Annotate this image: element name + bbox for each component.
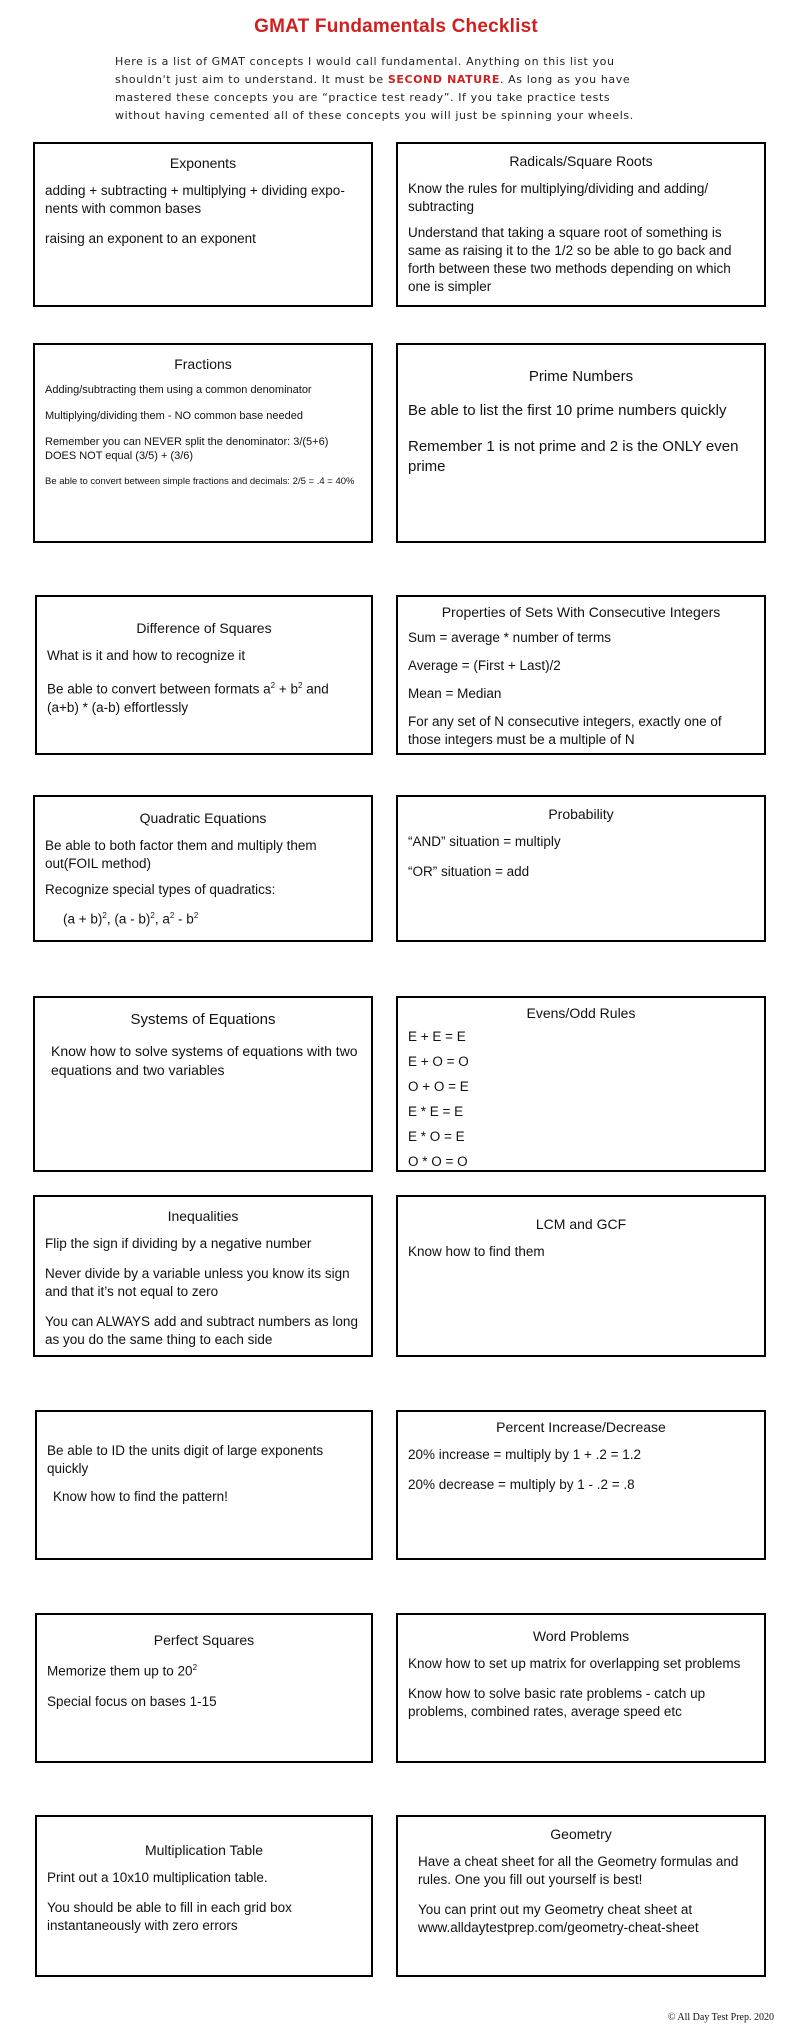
card-multiplication-table — [35, 1815, 373, 1977]
copyright-footer: © All Day Test Prep. 2020 — [667, 2012, 774, 2023]
superscript: 2 — [298, 681, 303, 690]
card-line: You should be able to fill in each grid box instantaneously with zero errors — [47, 1900, 292, 1933]
card-line: Mean = Median — [408, 686, 502, 701]
card-line: Know how to set up matrix for overlapping set problems — [408, 1656, 741, 1671]
card-line: E * O = E — [408, 1129, 465, 1144]
text-fragment: Memorize them up to 20 — [47, 1663, 193, 1679]
card-title: Evens/Odd Rules — [526, 1005, 636, 1021]
superscript: 2 — [193, 911, 199, 920]
text-fragment: , (a - b) — [106, 911, 151, 927]
card-line: Know how to find them — [408, 1244, 545, 1259]
page-title: GMAT Fundamentals Checklist — [254, 16, 538, 37]
card-line: Average = (First + Last)/2 — [408, 658, 561, 673]
card-title: Fractions — [174, 356, 232, 372]
card-line: Understand that taking a square root of something is same as raising it to the 1/2 so be able to go back and forth between these two methods depending on which one is simpler — [408, 225, 732, 294]
card-title: Prime Numbers — [528, 368, 634, 385]
card-title: Perfect Squares — [153, 1632, 255, 1648]
card-line — [45, 907, 361, 929]
card-line: You can ALWAYS add and subtract numbers as long as you do the same thing to each side — [45, 1314, 358, 1347]
card-line: Be able to both factor them and multiply them out(FOIL method) — [45, 838, 317, 871]
card-systems-of-equations — [33, 996, 373, 1172]
card-line: Sum = average * number of terms — [408, 630, 611, 645]
superscript: 2 — [270, 681, 276, 690]
card-line: O * O = O — [408, 1154, 468, 1169]
text-fragment: (a + b) — [63, 911, 103, 927]
card-line: Never divide by a variable unless you know its sign and that it’s not equal to zero — [45, 1266, 350, 1299]
card-title: Percent Increase/Decrease — [496, 1419, 666, 1435]
card-line: Be able to ID the units digit of large exponents quickly — [47, 1443, 324, 1476]
card-title: Probability — [548, 806, 614, 822]
card-title: Geometry — [550, 1826, 612, 1842]
card-line: Know the rules for multiplying/dividing and adding/ subtracting — [408, 181, 709, 214]
card-line: Have a cheat sheet for all the Geometry formulas and rules. One you fill out yourself is best! — [418, 1854, 739, 1887]
card-word-problems — [396, 1613, 766, 1763]
card-line: O + O = E — [408, 1079, 469, 1094]
card-title: Quadratic Equations — [139, 810, 267, 826]
card-line: Remember you can NEVER split the denominator: 3/(5+6) DOES NOT equal (3/5) + (3/6) — [45, 436, 329, 462]
card-title: Properties of Sets With Consecutive Integers — [441, 604, 721, 620]
card-perfect-squares — [35, 1613, 373, 1763]
card-radicals — [396, 142, 766, 307]
text-fragment: , a — [154, 911, 170, 927]
card-line: Multiplying/dividing them - NO common base needed — [45, 410, 304, 422]
card-quadratic-equations — [33, 795, 373, 942]
card-geometry — [396, 1815, 766, 1977]
superscript: 2 — [192, 1663, 198, 1672]
card-line: Remember 1 is not prime and 2 is the ONLY even prime — [408, 438, 739, 475]
card-line: raising an exponent to an exponent — [45, 231, 256, 246]
card-difference-of-squares — [35, 595, 373, 755]
intro-text-1: Here is a list of GMAT concepts I would call fundamental. Anything on this list you shouldn't just aim to understand. It must be — [115, 55, 615, 86]
text-fragment: Be able to convert between formats a — [47, 681, 271, 697]
card-line: “OR” situation = add — [408, 864, 530, 879]
card-line: “AND” situation = multiply — [408, 834, 561, 849]
card-probability — [396, 795, 766, 942]
superscript: 2 — [150, 911, 155, 920]
card-line: You can print out my Geometry cheat sheet at www.alldaytestprep.com/geometry-cheat-sheet — [418, 1902, 699, 1935]
card-line: Know how to find the pattern! — [53, 1489, 228, 1504]
intro-text-2: . As long as you have mastered these concepts you are “practice test ready”. If you take practice tests without having cemented all of these concepts you will just be spinning your wheels. — [115, 73, 634, 122]
card-line: Know how to solve systems of equations with two equations and two variables — [51, 1043, 358, 1078]
card-title: Word Problems — [532, 1628, 630, 1644]
card-line: What is it and how to recognize it — [47, 648, 246, 663]
card-title: Difference of Squares — [136, 620, 272, 636]
card-title: Radicals/Square Roots — [509, 153, 653, 169]
card-line — [47, 1659, 361, 1681]
text-fragment: + b — [275, 681, 298, 697]
superscript: 2 — [102, 911, 107, 920]
card-line: Adding/subtracting them using a common denominator — [45, 384, 312, 396]
superscript: 2 — [169, 911, 175, 920]
text-fragment: - b — [174, 911, 194, 927]
card-line: For any set of N consecutive integers, exactly one of those integers must be a multiple of N — [408, 714, 722, 747]
card-line: adding + subtracting + multiplying + dividing expo-nents with common bases — [45, 183, 345, 216]
card-title: Systems of Equations — [130, 1011, 276, 1028]
intro-paragraph — [115, 53, 635, 125]
card-line: Be able to list the first 10 prime numbers quickly — [408, 402, 727, 419]
card-line: E * E = E — [408, 1104, 464, 1119]
card-title: Multiplication Table — [144, 1842, 264, 1858]
card-line: E + E = E — [408, 1029, 466, 1044]
card-consecutive-integers — [396, 595, 766, 755]
card-inequalities — [33, 1195, 373, 1357]
intro-highlight: SECOND NATURE — [387, 73, 500, 86]
card-percent-change — [396, 1410, 766, 1560]
card-prime-numbers — [396, 343, 766, 543]
text-fragment: and (a+b) * (a-b) effortlessly — [47, 681, 329, 715]
card-units-digit — [35, 1410, 373, 1560]
card-line: Be able to convert between simple fractions and decimals: 2/5 = .4 = 40% — [45, 476, 355, 487]
card-line: Recognize special types of quadratics: — [45, 882, 276, 897]
card-line: Flip the sign if dividing by a negative number — [45, 1236, 312, 1251]
card-line: E + O = O — [408, 1054, 469, 1069]
card-evens-odd-rules — [396, 996, 766, 1172]
card-line: Special focus on bases 1-15 — [47, 1693, 217, 1709]
card-line — [47, 677, 361, 717]
card-lcm-gcf — [396, 1195, 766, 1357]
card-line: Print out a 10x10 multiplication table. — [47, 1870, 268, 1885]
card-line: 20% decrease = multiply by 1 - .2 = .8 — [408, 1477, 635, 1492]
card-title: Inequalities — [167, 1208, 239, 1224]
card-fractions — [33, 343, 373, 543]
card-exponents — [33, 142, 373, 307]
card-title: LCM and GCF — [535, 1216, 627, 1232]
card-line: 20% increase = multiply by 1 + .2 = 1.2 — [408, 1447, 642, 1462]
card-line: Know how to solve basic rate problems - catch up problems, combined rates, average speed etc — [408, 1686, 706, 1719]
card-title: Exponents — [169, 155, 237, 171]
